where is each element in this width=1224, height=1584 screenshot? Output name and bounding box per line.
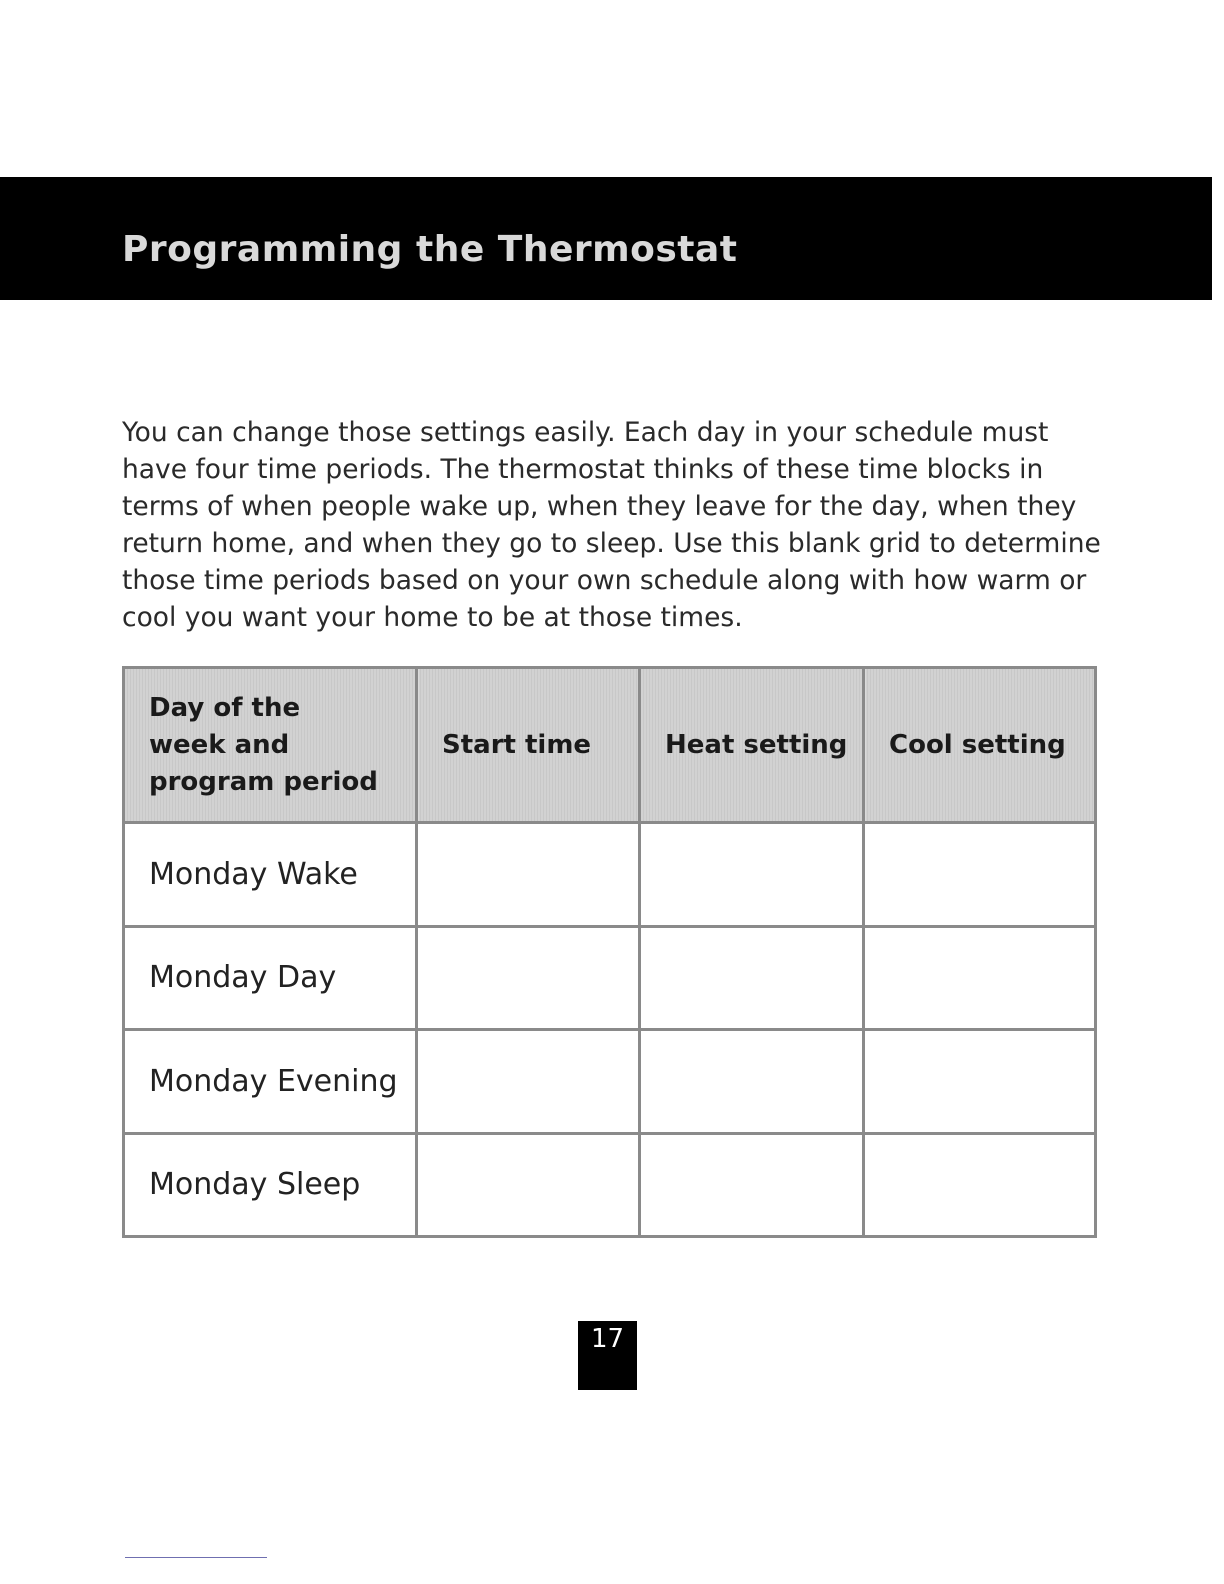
page-title: Programming the Thermostat	[122, 229, 738, 270]
heat-setting-cell	[640, 926, 864, 1030]
schedule-grid	[122, 666, 1097, 1238]
heat-setting-cell	[640, 823, 864, 927]
row-period-label: Monday Evening	[124, 1030, 417, 1134]
header-period-line: program period	[149, 766, 378, 797]
header-period-line: Day of the	[149, 692, 301, 723]
header-period-line: week and	[149, 729, 290, 760]
page-number: 17	[578, 1321, 637, 1390]
intro-paragraph: You can change those settings easily. Each day in your schedule must have four time periods. The thermostat thinks of these time blocks in terms of when people wake up, when they leave for the day, when they return home, and when they go to sleep. Use this blank grid to determine those time periods based on your own schedule along with how warm or cool you want your home to be at those times.	[122, 417, 1101, 633]
start-time-cell	[417, 926, 640, 1030]
start-time-cell	[417, 1133, 640, 1237]
start-time-cell	[417, 823, 640, 927]
table-row	[124, 926, 1096, 1030]
table-row	[124, 823, 1096, 927]
cool-setting-cell	[864, 1133, 1096, 1237]
header-start-time: Start time	[417, 668, 640, 823]
heat-setting-cell	[640, 1030, 864, 1134]
header-heat-setting: Heat setting	[640, 668, 864, 823]
row-period-label: Monday Sleep	[124, 1133, 417, 1237]
cool-setting-cell	[864, 1030, 1096, 1134]
row-period-label: Monday Wake	[124, 823, 417, 927]
cool-setting-cell	[864, 926, 1096, 1030]
start-time-cell	[417, 1030, 640, 1134]
header-row	[124, 668, 1096, 823]
heat-setting-cell	[640, 1133, 864, 1237]
cool-setting-cell	[864, 823, 1096, 927]
header-cool-setting: Cool setting	[864, 668, 1096, 823]
row-period-label: Monday Day	[124, 926, 417, 1030]
table-row	[124, 1030, 1096, 1134]
footnote-rule	[125, 1557, 267, 1558]
header-period	[124, 668, 417, 823]
table-row	[124, 1133, 1096, 1237]
